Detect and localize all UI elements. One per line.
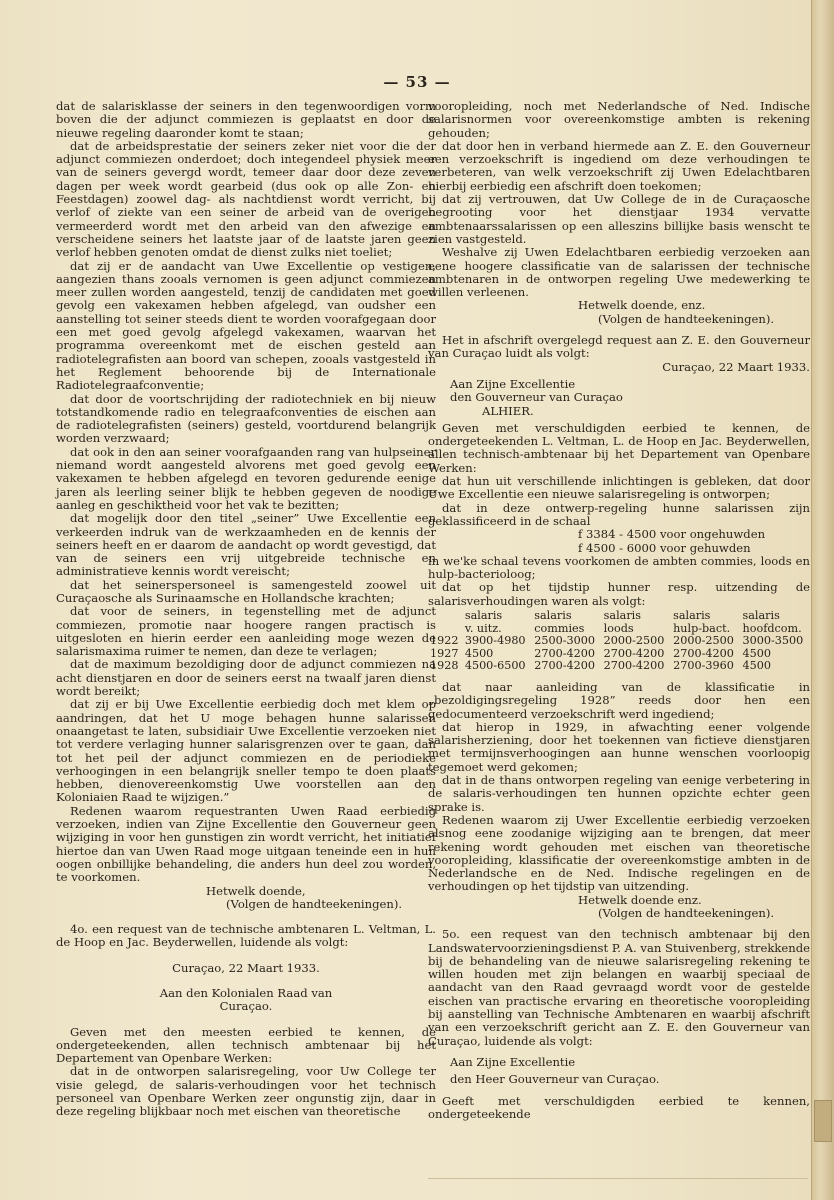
table-cell: 4500 <box>742 646 771 660</box>
salary-scale-line: f 4500 - 6000 voor gehuwden <box>578 540 751 555</box>
paragraph: Weshalve zij Uwen Edelachtbaren eerbiedig verzoeken aan eene hoogere classificatie van de salarissen der technische ambtenaren in de ontworpen regeling Uwe medewerking te willen verleenen. <box>428 245 810 300</box>
letter-address-line: den Heer Gouverneur van Curaçao. <box>450 1072 660 1087</box>
paragraph: dat de maximum bezoldiging door de adjunct commiezen na acht dienstjaren en door de seiners eerst na twaalf jaren dienst wordt bereikt; <box>56 657 436 699</box>
letter-date: Curaçao, 22 Maart 1933. <box>662 359 810 374</box>
table-cell: 3000-3500 <box>742 634 804 648</box>
letter-date: Curaçao, 22 Maart 1933. <box>172 960 320 975</box>
table-header-row <box>428 610 810 623</box>
table-cell: 1922 <box>430 634 459 648</box>
table-cell: 2500-3000 <box>534 634 595 648</box>
table-cell: 2000-2500 <box>673 634 734 648</box>
item-4o-heading: 4o. een request van de technische ambtenaren L. Veltman, L. de Hoop en Jac. Beyderwellen, luidende als volgt: <box>56 922 436 950</box>
table-header-cell: salaris <box>603 608 641 622</box>
table-cell: 4500-6500 <box>464 659 526 673</box>
paragraph: dat het seinerspersoneel is samengesteld zoowel uit Curaçaosche als Surinaamsche en Hollandsche krachten; <box>56 577 436 605</box>
table-cell: 2700-4200 <box>534 659 595 673</box>
paragraph: in we'ke schaal tevens voorkomen de ambten commies, loods en hulp-bacterioloog; <box>428 553 810 582</box>
salary-scale-line: f 3384 - 4500 voor ongehuwden <box>578 527 766 542</box>
paragraph: dat ook in den aan seiner voorafgaanden rang van hulpseiner niemand wordt aangesteld alvorens met goed gevolg een vakexamen te hebben afgelegd en tevoren gedurende eenige jaren als leerling seiner blijk te hebben gegeven de noodige aanleg en geschiktheid voor het vak te bezitten; <box>56 444 436 512</box>
paragraph: dat voor de seiners, in tegenstelling met de adjunct commiezen, promotie naar hoogere rangen practisch is uitgesloten en hierin eerder een aanleiding moge wezen de salarismaxima ruimer te nemen, dan deze te verlagen; <box>56 604 436 659</box>
paragraph: vooropleiding, noch met Nederlandsche of Ned. Indische salarisnormen voor overeenkomstige ambten is rekening gehouden; <box>428 99 810 140</box>
left-column <box>56 100 436 1119</box>
paragraph: dat mogelijk door den titel „seiner” Uwe Excellentie een verkeerden indruk van de werkzaamheden en de kennis der seiners heeft en er daarom de aandacht op wordt gevestigd, dat van de seiners een vrij uitgebreide technische en administratieve kennis wordt vereischt; <box>56 511 436 579</box>
table-header-cell <box>428 610 463 623</box>
table-cell: 2700-4200 <box>673 646 734 660</box>
letter-address-line: den Gouverneur van Curaçao <box>450 390 623 405</box>
letter-address-line: ALHIER. <box>482 403 534 418</box>
closing-formula: Hetwelk doende enz. <box>578 892 702 907</box>
signatures-note: (Volgen de handteekeningen). <box>598 906 775 920</box>
paragraph: dat zij vertrouwen, dat Uw College de in de Curaçaosche begrooting voor het dienstjaar 1934 vervatte ambtenaarssalarissen op een alleszins billijke basis wenscht te zien vastgesteld. <box>428 192 810 246</box>
table-header-cell: v. uitz. <box>464 621 502 635</box>
paragraph: dat zij er bij Uwe Excellentie eerbiedig doch met klem op aandringen, dat het U moge behagen hunne salarissen onaangetast te laten, subsidiair Uwe Excellentie verzoeken niet tot verdere verlaging hunner salarisgrenzen over te gaan, dan tot het peil der adjunct commiezen en de periodieke verhoogingen in een belangrijk sneller tempo te doen plaats hebben, dienovereenkomstig Uwe voorstellen aan den Koloniaien Raad te wijzigen.” <box>56 697 436 805</box>
paragraph: dat de salarisklasse der seiners in den tegenwoordigen vorm boven die der adjunct commiezen is geplaatst en door de nieuwe regeling daaronder komt te staan; <box>56 99 436 140</box>
table-header-cell: hulp-bact. <box>673 621 731 635</box>
table-header-cell: salaris <box>534 608 572 622</box>
letter-address-line: Aan Zijne Excellentie <box>450 376 576 391</box>
letter-address-line: Curaçao. <box>219 999 273 1014</box>
table-header-cell: hoofdcom. <box>742 621 802 635</box>
table-header-cell: loods <box>603 621 634 635</box>
paragraph: dat de arbeidsprestatie der seiners zeker niet voor die der adjunct commiezen onderdoet; doch integendeel physiek meer van de seiners gevergd wordt, temeer daar door deze zeven dagen per week wordt gearbeid (dus ook op alle Zon- en Feestdagen) zoowel dag- als nachtdienst wordt verricht, bij verlof of ziekte van een seiner de arbeid van de overigen vermeerderd wordt met den arbeid van den afwezige en verscheidene seiners het laatste jaar of de laatste jaren geen verlof hebben genoten omdat de dienst zulks niet toeliet; <box>56 138 436 260</box>
table-cell: 3900-4980 <box>464 634 526 648</box>
paragraph: dat zij er de aandacht van Uwe Excellentie op vestigen, aangezien thans zooals vernomen is geen adjunct commiezen meer zullen worden aangesteld, tenzij de candidaten met goed gevolg een vakexamen hebben afgelegd, van oudsher een aanstelling tot seiner steeds dient te worden voorafgegaan door een met goed gevolg afgelegd vakexamen, waarvan het programma overeenkomt met de eischen gesteld aan radiotelegrafisten aan boord van schepen, zooals vastgesteld in het Reglement behoorende bij de Internationale Radiotelegraafconventie; <box>56 258 436 393</box>
paragraph: dat naar aanleiding van de klassificatie in „bezoldigingsregeling 1928” reeds door hen een gedocumenteerd verzoekschrift werd ingediend; <box>428 679 810 721</box>
paragraph: dat door de voortschrijding der radiotechniek en bij nieuw totstandkomende radio en telegraafconventies de eischen aan de radiotelegrafisten (seiners) gesteld, voortdurend belangrijk worden verzwaard; <box>56 391 436 446</box>
paragraph: dat op het tijdstip hunner resp. uitzending de salarisverhoudingen waren als volgt: <box>428 580 810 608</box>
closing-formula: Hetwelk doende, enz. <box>578 298 706 313</box>
table-header-cell: salaris <box>742 608 780 622</box>
paragraph: dat hun uit verschillende inlichtingen is gebleken, dat door Uwe Excellentie een nieuwe salarisregeling is ontworpen; <box>428 474 810 502</box>
table-cell: 1928 <box>430 659 459 673</box>
letter-address-line: Aan Zijne Excellentie <box>450 1054 576 1069</box>
table-cell: 2700-3960 <box>673 659 734 673</box>
table-cell: 2700-4200 <box>603 659 665 673</box>
paragraph: dat door hen in verband hiermede aan Z. E. den Gouverneur een verzoekschrift is ingediend om deze verhoudingen te verbeteren, van welk verzoekschrift zij Uwen Edelachtbaren hierbij eerbiedig een afschrift doen toekomen; <box>428 138 810 193</box>
salary-table <box>428 610 810 673</box>
bottom-divider <box>428 1178 808 1179</box>
closing-formula: Hetwelk doende, <box>206 883 306 898</box>
paragraph: dat in deze ontwerp-regeling hunne salarissen zijn geklassificeerd in de schaal <box>428 500 810 528</box>
item-5o-heading: 5o. een request van den technisch ambtenaar bij den Landswatervoorzieningsdienst P. A. van Stuivenberg, strekkende bij de behandeling van de nieuwe salarisregeling rekening te willen houden met zijn belangen en waarbij speciaal de aandacht van den Raad gevraagd wordt voor de gestelde eischen van practische ervaring en theoretische vooropleiding bij aanstelling van Technische Ambtenaren en waarbij afschrift van een verzoekschrift gericht aan Z. E. den Gouverneur van Curaçao, luidende als volgt: <box>428 927 810 1048</box>
signatures-note: (Volgen de handteekeningen). <box>226 896 403 911</box>
table-cell: 2700-4200 <box>603 646 665 660</box>
letter-address-line: Aan den Kolonialen Raad van <box>159 986 333 1000</box>
table-cell: 1927 <box>430 646 459 660</box>
paragraph: Het in afschrift overgelegd request aan Z. E. den Gouverneur van Curaçao luidt als volgt: <box>428 333 810 361</box>
paragraph: Geven met verschuldigden eerbied te kennen, de ondergeteekenden L. Veltman, L. de Hoop en Jac. Beyderwellen, allen technisch-ambtenaar bij het Departement van Openbare Werken: <box>428 420 810 475</box>
paragraph: dat hierop in 1929, in afwachting eener volgende salarisherziening, door het toekennen van fictieve dienstjaren met termijnsverhoogingen aan hunne wenschen voorloopig tegemoet werd gekomen; <box>428 719 810 774</box>
paragraph: dat in de thans ontworpen regeling van eenige verbetering in de salaris-verhoudingen ten hunnen opzichte echter geen sprake is. <box>428 773 810 814</box>
table-row <box>428 660 810 673</box>
table-cell: 2000-2500 <box>603 634 665 648</box>
table-header-cell: salaris <box>673 608 711 622</box>
table-cell: 4500 <box>742 659 771 673</box>
table-header-cell: salaris <box>464 608 503 622</box>
table-row <box>428 635 810 648</box>
adjacent-page-edge <box>811 0 834 1200</box>
paragraph: Geven met den meesten eerbied te kennen, de ondergeteekenden, allen technisch ambtenaar bij het Departement van Openbare Werken: <box>56 1024 436 1066</box>
table-header-cell: commies <box>534 621 585 635</box>
paragraph: Geeft met verschuldigden eerbied te kennen, ondergeteekende <box>428 1093 810 1121</box>
table-cell: 2700-4200 <box>534 646 595 660</box>
signatures-note: (Volgen de handteekeningen). <box>598 311 775 326</box>
paragraph: Redenen waarom zij Uwer Excellentie eerbiedig verzoeken alsnog eene zoodanige wijziging aan te brengen, dat meer rekening wordt gehouden met eischen van theoretische vooropleiding, klassificatie der overeenkomstige ambten in de Nederlandsche en de Ned. Indische regelingen en de verhoudingen op het tijdstip van uitzending. <box>428 812 810 894</box>
page-tab-marker <box>814 1100 832 1142</box>
paragraph: Redenen waarom requestranten Uwen Raad eerbiedig verzoeken, indien van Zijne Excellentie den Gouverneur geen wijziging in voor hen gunstigen zin wordt verricht, het initiatief hiertoe dan van Uwen Raad moge uitgaan teneinde een in hun oogen onbillijke behandeling, die anders hun deel zou worden, te voorkomen. <box>56 803 436 885</box>
paragraph: dat in de ontworpen salarisregeling, voor Uw College ter visie gelegd, de salaris-verhoudingen voor het technisch personeel van Openbare Werken zeer ongunstig zijn, daar in deze regeling blijkbaar noch met eischen van theoretische <box>56 1064 436 1119</box>
page-number: — 53 — <box>383 73 451 91</box>
table-cell: 4500 <box>464 646 494 660</box>
right-column <box>428 100 810 1121</box>
